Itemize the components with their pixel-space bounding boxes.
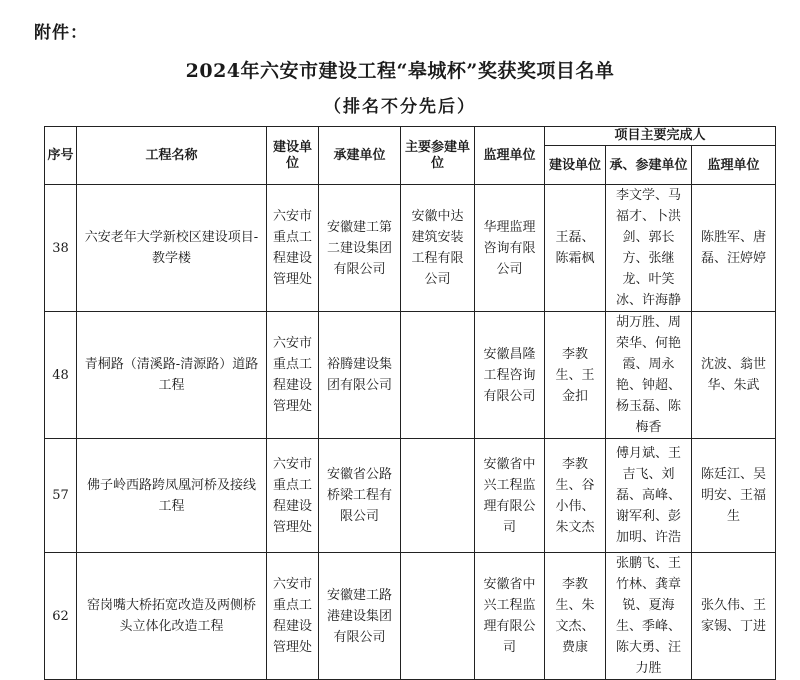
main-participant-cell: 安徽中达建筑安装工程有限公司 xyxy=(401,185,475,312)
construction-unit-cell: 六安市重点工程建设管理处 xyxy=(267,439,319,553)
table-row xyxy=(45,439,776,553)
seq-cell: 38 xyxy=(45,185,77,312)
contractor-cell: 裕腾建设集团有限公司 xyxy=(319,312,401,439)
persons-supervisor-cell: 张久伟、王家锡、丁进 xyxy=(692,553,776,680)
seq-cell: 57 xyxy=(45,439,77,553)
header-supervisor: 监理单位 xyxy=(475,127,545,185)
contractor-cell: 安徽省公路桥梁工程有限公司 xyxy=(319,439,401,553)
document-subtitle: （排名不分先后） xyxy=(324,97,476,117)
persons-supervisor-cell: 沈波、翁世华、朱武 xyxy=(692,312,776,439)
project-name-cell: 青桐路（清溪路-清源路）道路工程 xyxy=(77,312,267,439)
persons-construction-cell: 李教生、朱文杰、费康 xyxy=(545,553,606,680)
contractor-cell: 安徽建工路港建设集团有限公司 xyxy=(319,553,401,680)
supervisor-cell: 安徽昌隆工程咨询有限公司 xyxy=(475,312,545,439)
supervisor-cell: 华理监理咨询有限公司 xyxy=(475,185,545,312)
attachment-label: 附件： xyxy=(34,23,88,43)
header-persons-supervisor: 监理单位 xyxy=(692,146,776,185)
table-row xyxy=(45,553,776,680)
project-name-cell: 佛子岭西路跨凤凰河桥及接线工程 xyxy=(77,439,267,553)
header-seq: 序号 xyxy=(45,127,77,185)
persons-supervisor-cell: 陈廷江、吴明安、王福生 xyxy=(692,439,776,553)
project-name-cell: 六安老年大学新校区建设项目-教学楼 xyxy=(77,185,267,312)
supervisor-cell: 安徽省中兴工程监理有限公司 xyxy=(475,553,545,680)
persons-contractor-cell: 胡万胜、周荣华、何艳霞、周永艳、钟超、杨玉磊、陈梅香 xyxy=(606,312,692,439)
supervisor-cell: 安徽省中兴工程监理有限公司 xyxy=(475,439,545,553)
seq-cell: 62 xyxy=(45,553,77,680)
persons-construction-cell: 王磊、陈霜枫 xyxy=(545,185,606,312)
table-row xyxy=(45,185,776,312)
table-row xyxy=(45,312,776,439)
persons-contractor-cell: 张鹏飞、王竹林、龚章锐、夏海生、季峰、陈大勇、汪力胜 xyxy=(606,553,692,680)
persons-construction-cell: 李教生、王金扣 xyxy=(545,312,606,439)
persons-contractor-cell: 李文学、马福才、卜洪剑、郭长方、张继龙、叶笑冰、许海静 xyxy=(606,185,692,312)
contractor-cell: 安徽建工第二建设集团有限公司 xyxy=(319,185,401,312)
award-table xyxy=(44,126,776,680)
main-participant-cell xyxy=(401,439,475,553)
seq-cell: 48 xyxy=(45,312,77,439)
document-title: 2024年六安市建设工程“皋城杯”奖获奖项目名单 xyxy=(185,60,615,82)
header-persons-construction: 建设单位 xyxy=(545,146,606,185)
persons-construction-cell: 李教生、谷小伟、朱文杰 xyxy=(545,439,606,553)
construction-unit-cell: 六安市重点工程建设管理处 xyxy=(267,312,319,439)
header-construction-unit: 建设单位 xyxy=(267,127,319,185)
construction-unit-cell: 六安市重点工程建设管理处 xyxy=(267,185,319,312)
header-row xyxy=(45,127,776,146)
project-name-cell: 窑岗嘴大桥拓宽改造及两侧桥头立体化改造工程 xyxy=(77,553,267,680)
header-main-participant: 主要参建单位 xyxy=(401,127,475,185)
header-persons-contractor: 承、参建单位 xyxy=(606,146,692,185)
header-main-persons: 项目主要完成人 xyxy=(545,127,776,146)
construction-unit-cell: 六安市重点工程建设管理处 xyxy=(267,553,319,680)
header-contractor: 承建单位 xyxy=(319,127,401,185)
main-participant-cell xyxy=(401,553,475,680)
header-project-name: 工程名称 xyxy=(77,127,267,185)
persons-contractor-cell: 傅月斌、王吉飞、刘磊、高峰、谢军利、彭加明、许浩 xyxy=(606,439,692,553)
persons-supervisor-cell: 陈胜军、唐磊、汪婷婷 xyxy=(692,185,776,312)
main-participant-cell xyxy=(401,312,475,439)
